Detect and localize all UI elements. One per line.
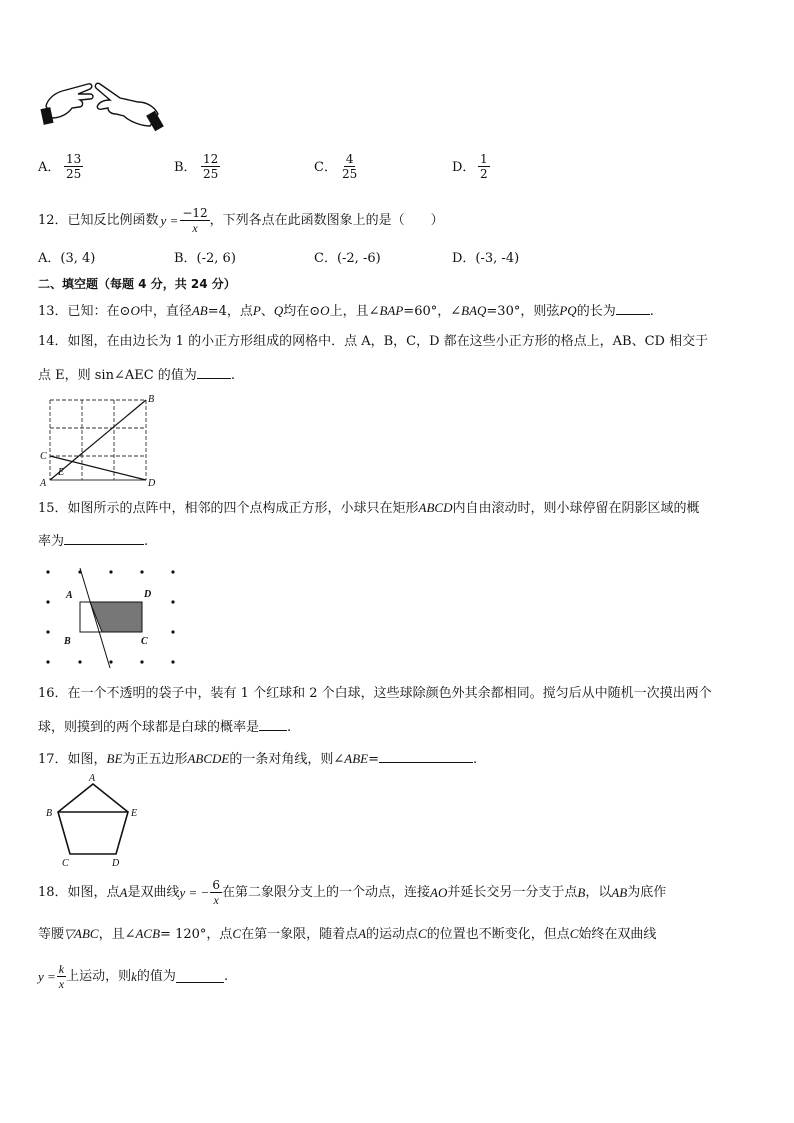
q16-line1: 16．在一个不透明的袋子中，装有 1 个红球和 2 个白球，这些球除颜色外其余都相同。搅匀后从中随机一次摸出两个 <box>38 686 712 701</box>
q14-answer-blank[interactable] <box>197 366 231 379</box>
q18-line1: 18．如图，点 A 是双曲线 y = − $\frac{6}{x}$ 在第二象限分支上的一个动点，连接 AO 并延长交另一分支于点 B ，以 AB 为底作 <box>38 878 667 907</box>
q15-dot-lattice-figure <box>38 564 188 670</box>
label-b: B <box>46 808 53 819</box>
pentagon-abcde <box>58 784 128 854</box>
q16-answer-blank[interactable] <box>259 718 287 731</box>
q14-grid-figure <box>38 392 158 488</box>
q12-option-d: D．(-3, -4) <box>452 251 520 266</box>
label-d: D <box>112 858 120 868</box>
q18-answer-blank[interactable] <box>176 970 224 983</box>
q15-line1: 15．如图所示的点阵中，相邻的四个点构成正方形，小球只在矩形ABCD内自由滚动时，则小球停留在阴影区域的概 <box>38 500 700 516</box>
lattice-dot <box>46 570 49 573</box>
q13-stem: 13．已知：在⊙O中，直径AB=4，点P、Q均在⊙O上，且∠BAP=60°，∠BAQ=30°，则弦PQ的长为 . <box>38 303 654 319</box>
lattice-dot <box>109 570 112 573</box>
label-b: B <box>64 636 71 647</box>
q11-option-a: A． <box>38 160 61 175</box>
q12-fraction: $\frac{-12}{x}$ <box>182 206 208 235</box>
q11-options <box>38 152 738 188</box>
lattice-dot <box>46 600 49 603</box>
lattice-dot <box>171 570 174 573</box>
q17-stem: 17．如图，BE为正五边形ABCDE的一条对角线，则∠ABE= . <box>38 751 478 767</box>
q16-line2: 球，则摸到的两个球都是白球的概率是 . <box>38 720 292 735</box>
label-d: D <box>144 589 152 600</box>
label-c: C <box>141 636 148 647</box>
q12-stem: 12．已知反比例函数 y = $\frac{-12}{x}$ ，下列各点在此函数图象上的是（ ） <box>38 206 444 235</box>
q14-line2: 点 E，则 sin∠AEC 的值为 . <box>38 368 235 383</box>
label-a: A <box>89 773 96 784</box>
hands-illustration <box>38 72 166 132</box>
q13-answer-blank[interactable] <box>616 302 650 315</box>
q11-option-d-frac: $\frac{1}{2}$ <box>480 152 488 181</box>
q18-line2: 等腰▽ABC，且∠ACB= 120°，点C在第一象限，随着点A的运动点C的位置也不断变化，但点C始终在双曲线 <box>38 926 657 942</box>
right-cuff <box>146 111 164 132</box>
q18-fraction-1: $\frac{6}{x}$ <box>212 878 220 907</box>
label-d: D <box>148 478 156 488</box>
label-b: B <box>148 394 155 405</box>
q15-line2: 率为 . <box>38 534 149 549</box>
q11-option-c-frac: $\frac{4}{25}$ <box>342 152 358 181</box>
label-e: E <box>58 467 65 478</box>
q17-answer-blank[interactable] <box>379 750 473 763</box>
left-cuff <box>40 107 53 125</box>
label-a: A <box>66 590 73 601</box>
q14-line1: 14．如图，在由边长为 1 的小正方形组成的网格中．点 A，B，C，D 都在这些小正方形的格点上，AB、CD 相交于 <box>38 334 709 349</box>
q12-func-lhs: y = <box>160 212 179 228</box>
label-e: E <box>131 808 138 819</box>
q11-option-b-frac: $\frac{12}{25}$ <box>203 152 219 181</box>
lattice-dot <box>171 660 174 663</box>
lattice-dot <box>140 660 143 663</box>
q18-fraction-2: $\frac{k}{x}$ <box>58 962 65 991</box>
q11-option-b: B． <box>174 160 197 175</box>
section-heading: 二、填空题（每题 4 分，共 24 分） <box>38 277 236 291</box>
q12-option-c: C．(-2, -6) <box>314 251 381 266</box>
q18-line3: y = $\frac{k}{x}$ 上运动，则 k 的值为 . <box>38 962 229 991</box>
q12-option-b: B．(-2, 6) <box>174 251 236 266</box>
lattice-dot <box>78 660 81 663</box>
q17-pentagon-figure <box>38 772 148 868</box>
q11-option-c: C． <box>314 160 337 175</box>
q12-option-a: A．(3, 4) <box>38 251 96 266</box>
q15-answer-blank[interactable] <box>64 532 144 545</box>
lattice-dot <box>171 600 174 603</box>
left-hand <box>46 84 93 118</box>
label-c: C <box>62 858 69 868</box>
lattice-dot <box>171 630 174 633</box>
q11-option-a-frac: $\frac{13}{25}$ <box>66 152 82 181</box>
lattice-dot <box>46 630 49 633</box>
label-a: A <box>40 478 47 488</box>
lattice-dot <box>140 570 143 573</box>
lattice-dot <box>46 660 49 663</box>
lattice-dot <box>109 660 112 663</box>
q11-option-d: D． <box>452 160 476 175</box>
label-c: C <box>40 451 47 462</box>
